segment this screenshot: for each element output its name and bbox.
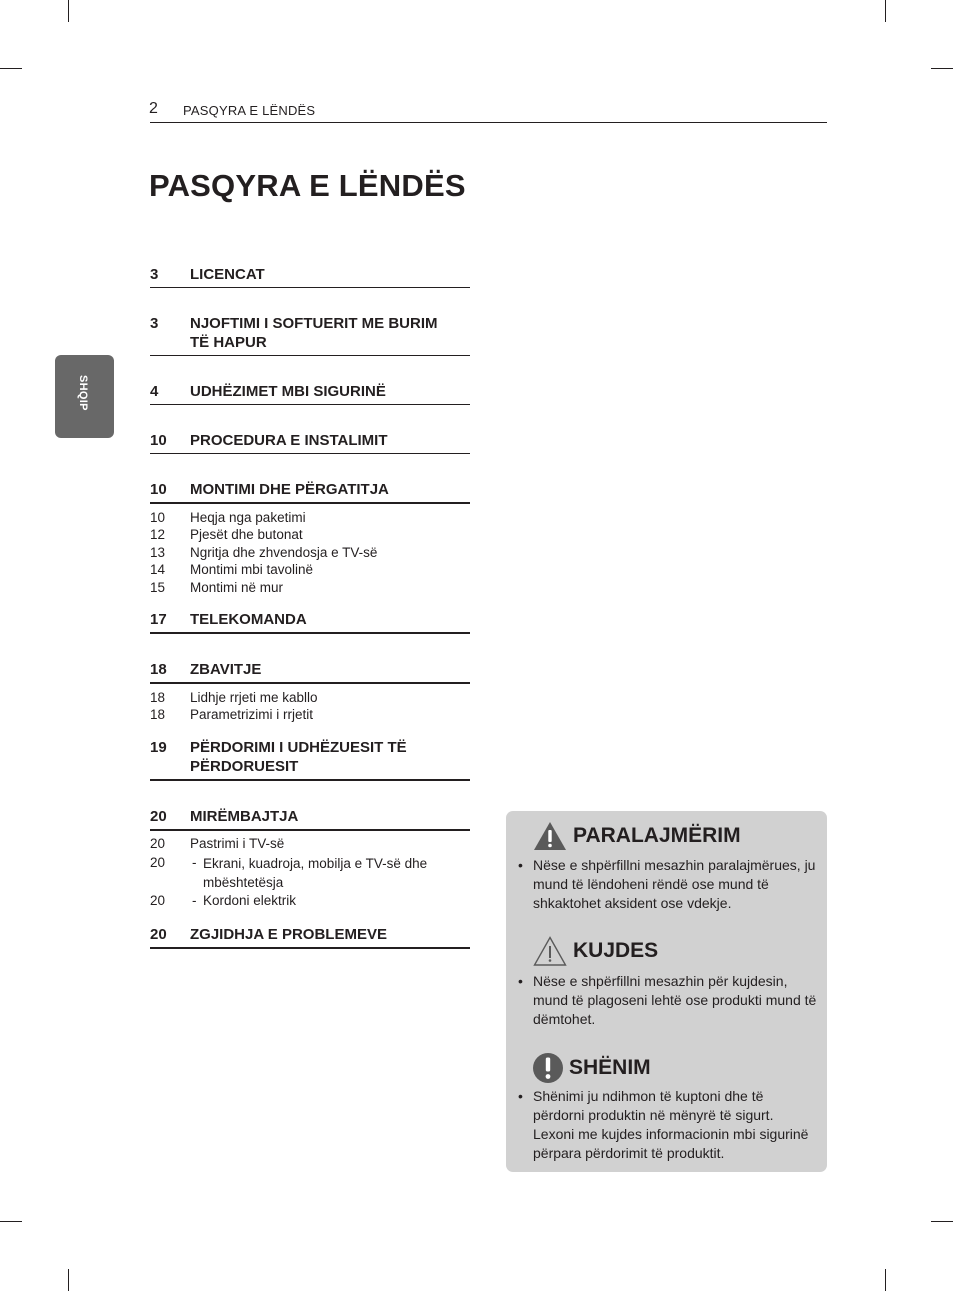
toc-section[interactable]	[150, 915, 470, 949]
toc-subsection[interactable]	[150, 526, 470, 543]
toc-section[interactable]	[150, 728, 470, 781]
safety-notice-box	[506, 811, 827, 1172]
toc-subsection-page: 18	[150, 689, 166, 705]
warning-filled-icon	[532, 820, 568, 852]
note-exclamation-icon	[532, 1052, 564, 1084]
toc-subsection-page: 15	[150, 579, 166, 595]
bullet-icon: •	[518, 857, 523, 873]
warning-text: Nëse e shpërfillni mesazhin paralajmërues, ju mund të lëndoheni rëndë ose mund të shkaktohet aksident ose vdekje.	[533, 857, 816, 911]
crop-mark	[931, 1221, 953, 1222]
toc-section-page: 19	[150, 738, 167, 756]
toc-subsection[interactable]	[150, 892, 470, 911]
warning-title: PARALAJMËRIM	[573, 824, 741, 847]
running-header	[150, 100, 827, 123]
toc-section[interactable]	[150, 304, 470, 356]
toc-section-page: 18	[150, 660, 167, 678]
toc-subsection-title: Lidhje rrjeti me kabllo	[190, 689, 318, 705]
toc-subsection[interactable]	[150, 509, 470, 526]
header-title: PASQYRA E LËNDËS	[183, 103, 316, 118]
caution-outline-icon	[532, 935, 568, 967]
toc-section-page: 10	[150, 432, 167, 449]
language-tab	[55, 355, 114, 438]
toc-subsection-page: 20	[150, 892, 166, 908]
toc-section-page: 17	[150, 610, 167, 628]
note-text-item	[518, 1087, 818, 1163]
toc-subsection-page: 12	[150, 527, 166, 543]
toc-section[interactable]	[150, 650, 470, 684]
caution-text-item	[518, 972, 818, 1029]
toc-section-title: MONTIMI DHE PËRGATITJA	[190, 481, 389, 498]
toc-section-page: 4	[150, 383, 159, 400]
toc-subsection-page: 13	[150, 544, 166, 560]
toc-subsection-page: 18	[150, 707, 166, 723]
toc-subsection-title: Heqja nga paketimi	[190, 510, 306, 525]
toc-subsection-title: Pastrimi i TV-së	[190, 835, 285, 851]
crop-mark	[68, 1269, 69, 1291]
toc-subsection-title: Montimi në mur	[190, 579, 284, 595]
toc-section[interactable]	[150, 421, 470, 454]
bullet-icon: •	[518, 973, 523, 989]
caution-title: KUJDES	[573, 939, 659, 962]
toc-subsection-list	[150, 689, 470, 724]
note-text: Shënimi ju ndihmon të kuptoni dhe të përdorni produktin në mënyrë të sigurt. Lexoni me kujdes informacionin mbi sigurinë përpara përdorimit të produktit.	[533, 1088, 809, 1161]
toc-section[interactable]	[150, 600, 470, 634]
toc-subsection-page: 20	[150, 835, 166, 851]
language-tab-label: SHQIP	[77, 375, 89, 411]
toc-subsection[interactable]	[150, 854, 470, 892]
toc-subsection-title: Parametrizimi i rrjetit	[190, 707, 314, 723]
toc-section[interactable]	[150, 372, 470, 405]
toc-section-page: 20	[150, 807, 167, 825]
crop-mark	[0, 1221, 22, 1222]
toc-section-title: MIRËMBAJTJA	[190, 807, 299, 825]
table-of-contents	[150, 255, 470, 949]
toc-subsection[interactable]	[150, 706, 470, 723]
page-title: PASQYRA E LËNDËS	[149, 168, 466, 203]
toc-subsection[interactable]	[150, 579, 470, 596]
toc-section-title: TELEKOMANDA	[190, 610, 307, 628]
toc-subsection-page: 14	[150, 562, 166, 578]
toc-subsection-title: Montimi mbi tavolinë	[190, 562, 314, 578]
toc-section-title: ZBAVITJE	[190, 660, 262, 678]
toc-subsection-dash: -	[192, 854, 197, 870]
toc-section-page: 20	[150, 925, 167, 943]
toc-subsection-page: 10	[150, 510, 166, 525]
toc-subsection-title: Pjesët dhe butonat	[190, 527, 303, 543]
toc-subsection[interactable]	[150, 544, 470, 561]
toc-subsection-title: Kordoni elektrik	[203, 892, 297, 908]
crop-mark	[0, 68, 22, 69]
note-title: SHËNIM	[569, 1056, 651, 1079]
toc-section-page: 3	[150, 266, 159, 283]
toc-section-title: PROCEDURA E INSTALIMIT	[190, 432, 388, 449]
toc-section-title: NJOFTIMI I SOFTUERIT ME BURIM TË HAPUR	[190, 315, 438, 351]
toc-subsection-list	[150, 509, 470, 596]
toc-subsection-title: Ngritja dhe zhvendosja e TV-së	[190, 544, 378, 560]
toc-section-title: UDHËZIMET MBI SIGURINË	[190, 383, 386, 400]
toc-subsection-page: 20	[150, 854, 166, 870]
caution-text: Nëse e shpërfillni mesazhin për kujdesin, mund të plagoseni lehtë ose produkti mund të dëmtohet.	[533, 973, 817, 1027]
toc-subsection-dash: -	[192, 892, 197, 908]
toc-section-page: 10	[150, 481, 167, 498]
toc-subsection-title: Ekrani, kuadroja, mobilja e TV-së dhe mbështetësja	[203, 855, 428, 890]
crop-mark	[885, 0, 886, 22]
crop-mark	[68, 0, 69, 22]
toc-section[interactable]	[150, 470, 470, 504]
toc-subsection-list	[150, 835, 470, 911]
toc-section[interactable]	[150, 797, 470, 831]
toc-section-title: ZGJIDHJA E PROBLEMEVE	[190, 925, 387, 943]
bullet-icon: •	[518, 1088, 523, 1104]
crop-mark	[931, 68, 953, 69]
toc-section[interactable]	[150, 255, 470, 288]
crop-mark	[885, 1269, 886, 1291]
toc-subsection[interactable]	[150, 689, 470, 706]
toc-subsection[interactable]	[150, 561, 470, 578]
page-number: 2	[149, 100, 158, 117]
toc-section-page: 3	[150, 315, 159, 332]
warning-text-item	[518, 856, 818, 913]
toc-section-title: PËRDORIMI I UDHËZUESIT TË PËRDORUESIT	[190, 738, 407, 775]
toc-section-title: LICENCAT	[190, 266, 265, 283]
toc-subsection[interactable]	[150, 835, 470, 854]
